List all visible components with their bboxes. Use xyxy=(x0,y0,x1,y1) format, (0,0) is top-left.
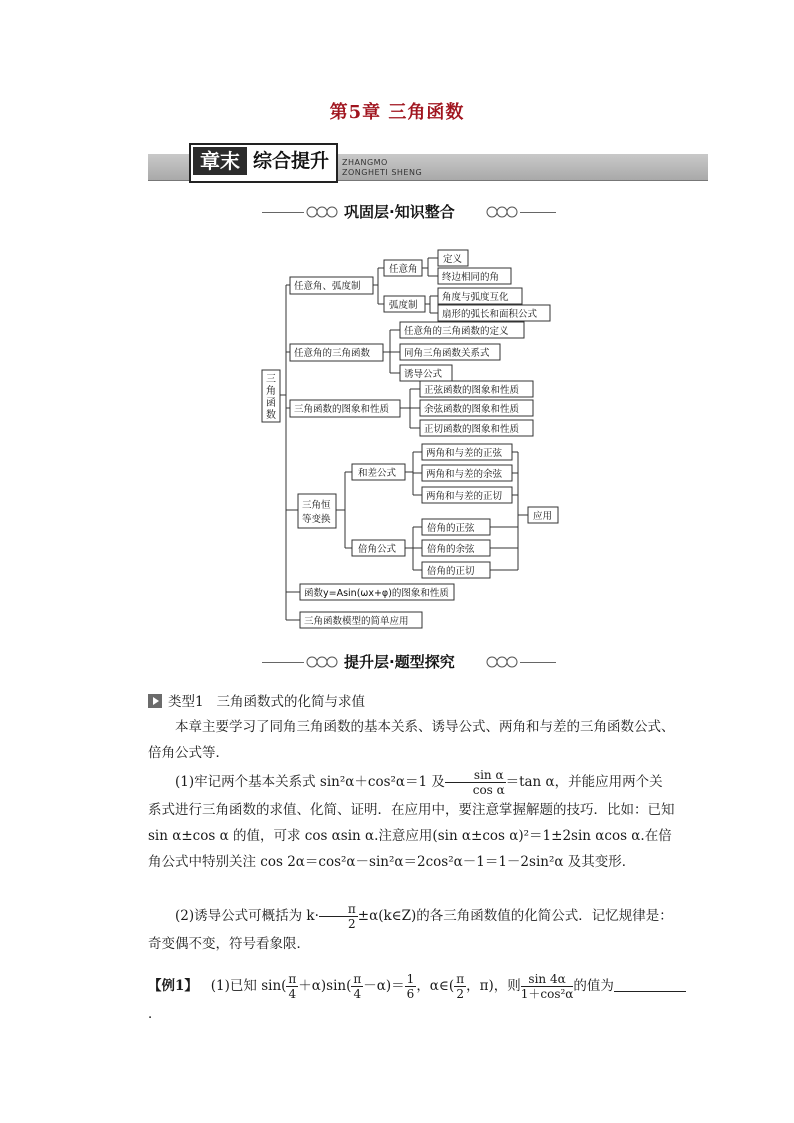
fraction-pi-over-2 xyxy=(319,902,358,931)
fraction xyxy=(286,972,298,1001)
mindmap-node: 正切函数的图象和性质 xyxy=(424,424,520,435)
example-label: 【例1】 xyxy=(148,978,198,994)
mindmap-node: 扇形的弧长和面积公式 xyxy=(442,309,538,320)
fraction-numerator: π xyxy=(456,972,465,986)
mindmap-node: 两角和与差的正弦 xyxy=(426,448,503,459)
banner-dark-label: 章末 xyxy=(193,147,247,175)
mindmap-node: 三角函数的图象和性质 xyxy=(294,404,390,415)
mindmap-node: 三角恒 xyxy=(302,500,331,511)
mindmap-node: 同角三角函数关系式 xyxy=(404,348,490,359)
paragraph-2-text-b: ±α(k∈Z)的各三角函数值的化简公式．记忆规律是：奇变偶不变，符号看象限． xyxy=(148,908,673,952)
banner-light-label: 综合提升 xyxy=(252,150,329,172)
mindmap-node: 函数y=Asin(ωx+φ)的图象和性质 xyxy=(304,588,449,599)
fraction-denominator: 6 xyxy=(406,987,415,1001)
mindmap-node: 任意角、弧度制 xyxy=(294,281,361,292)
section2-right-line xyxy=(520,662,556,663)
mindmap-node: 任意角的三角函数的定义 xyxy=(404,326,509,337)
fraction xyxy=(454,972,466,1001)
example-text: ． xyxy=(148,1006,162,1022)
example-text: 的值为 xyxy=(573,978,614,994)
chapter-title: 第5章 三角函数 xyxy=(329,102,465,123)
fraction-denominator: 4 xyxy=(353,987,362,1001)
mindmap-node: 终边相同的角 xyxy=(442,272,500,283)
mindmap-node: 两角和与差的余弦 xyxy=(426,469,503,480)
fraction-numerator: π xyxy=(288,972,297,986)
fraction-denominator: 4 xyxy=(288,987,297,1001)
mindmap-node: 两角和与差的正切 xyxy=(426,491,503,502)
paragraph-2-text-a: (2)诱导公式可概括为 k· xyxy=(175,908,319,924)
fraction-denominator: cos α xyxy=(472,783,505,797)
fraction-denominator: 1＋cos²α xyxy=(520,987,574,1001)
example-text: ，π)，则 xyxy=(466,978,521,994)
mindmap-node: 余弦函数的图象和性质 xyxy=(424,404,520,415)
fraction xyxy=(351,972,363,1001)
paragraph-2 xyxy=(148,902,676,957)
paragraph-1-text-b: ＝tan α，并能应用两个关系式进行三角函数的求值、化简、证明．在应用中，要注意掌握解题的技巧．比如：已知 sin α±cos α 的值，可求 cos αsin α.注意应用(sin α±cos α)²＝1±2sin αcos α.在倍角公式中特别关注 cos 2α＝cos²α－sin²α＝2cos²α－1＝1－2sin²α 及其变形． xyxy=(148,774,675,870)
paragraph-1 xyxy=(148,768,676,875)
example-text: ＋α)sin( xyxy=(298,978,352,994)
fraction-numerator: 1 xyxy=(406,972,415,986)
answer-blank[interactable] xyxy=(614,977,686,992)
example-1 xyxy=(148,972,688,1027)
mindmap-node: 等变换 xyxy=(302,514,331,525)
type1-marker: 类型1 xyxy=(168,694,204,710)
fraction-denominator: 2 xyxy=(348,917,356,931)
section2-left-line xyxy=(262,662,304,663)
mindmap-node: 正弦函数的图象和性质 xyxy=(424,385,520,396)
mindmap-node: 倍角公式 xyxy=(358,544,397,555)
mindmap-node: 倍角的正切 xyxy=(427,566,475,577)
type1-title: 三角函数式的化简与求值 xyxy=(216,694,365,710)
play-triangle-icon xyxy=(148,694,162,708)
type1-heading xyxy=(148,690,365,710)
fraction-sin-over-cos xyxy=(445,768,506,797)
fraction-numerator: sin 4α xyxy=(521,972,574,987)
mindmap-node: 应用 xyxy=(533,511,553,522)
fraction-numerator: sin α xyxy=(445,768,506,783)
fraction-numerator: π xyxy=(353,972,362,986)
banner-pinyin-1: ZHANGMO xyxy=(342,158,388,167)
mindmap-node: 任意角的三角函数 xyxy=(294,348,371,359)
mindmap-node: 倍角的余弦 xyxy=(427,544,475,555)
mindmap-node: 弧度制 xyxy=(389,300,418,311)
section2-title: 提升层·题型探究 xyxy=(344,653,455,671)
mindmap-node: 诱导公式 xyxy=(404,369,443,380)
mindmap-node: 任意角 xyxy=(389,264,418,275)
paragraph-intro: 本章主要学习了同角三角函数的基本关系、诱导公式、两角和与差的三角函数公式、倍角公式等． xyxy=(148,719,675,761)
section2-left-ornament-icon xyxy=(304,655,340,669)
example-text: －α)＝ xyxy=(363,978,405,994)
mindmap-node: 三角函数模型的简单应用 xyxy=(304,616,409,627)
mindmap-root-label: 三角函数 xyxy=(266,374,277,421)
mindmap-node: 角度与弧度互化 xyxy=(442,292,509,303)
mindmap-node: 倍角的正弦 xyxy=(427,523,475,534)
fraction xyxy=(405,972,417,1001)
fraction-denominator: 2 xyxy=(456,987,464,1001)
paragraph-1-text-a: (1)牢记两个基本关系式 sin²α＋cos²α＝1 及 xyxy=(175,774,445,790)
fraction-numerator: π xyxy=(319,902,358,917)
section2-right-ornament-icon xyxy=(484,655,520,669)
example-text: (1)已知 sin( xyxy=(210,978,287,994)
section1-title: 巩固层·知识整合 xyxy=(344,203,455,221)
mindmap-node: 定义 xyxy=(443,254,463,265)
banner-pinyin-2: ZONGHETI SHENG xyxy=(342,168,423,177)
mindmap-node: 和差公式 xyxy=(358,468,397,479)
example-text: ，α∈( xyxy=(416,978,455,994)
fraction xyxy=(521,972,574,1001)
